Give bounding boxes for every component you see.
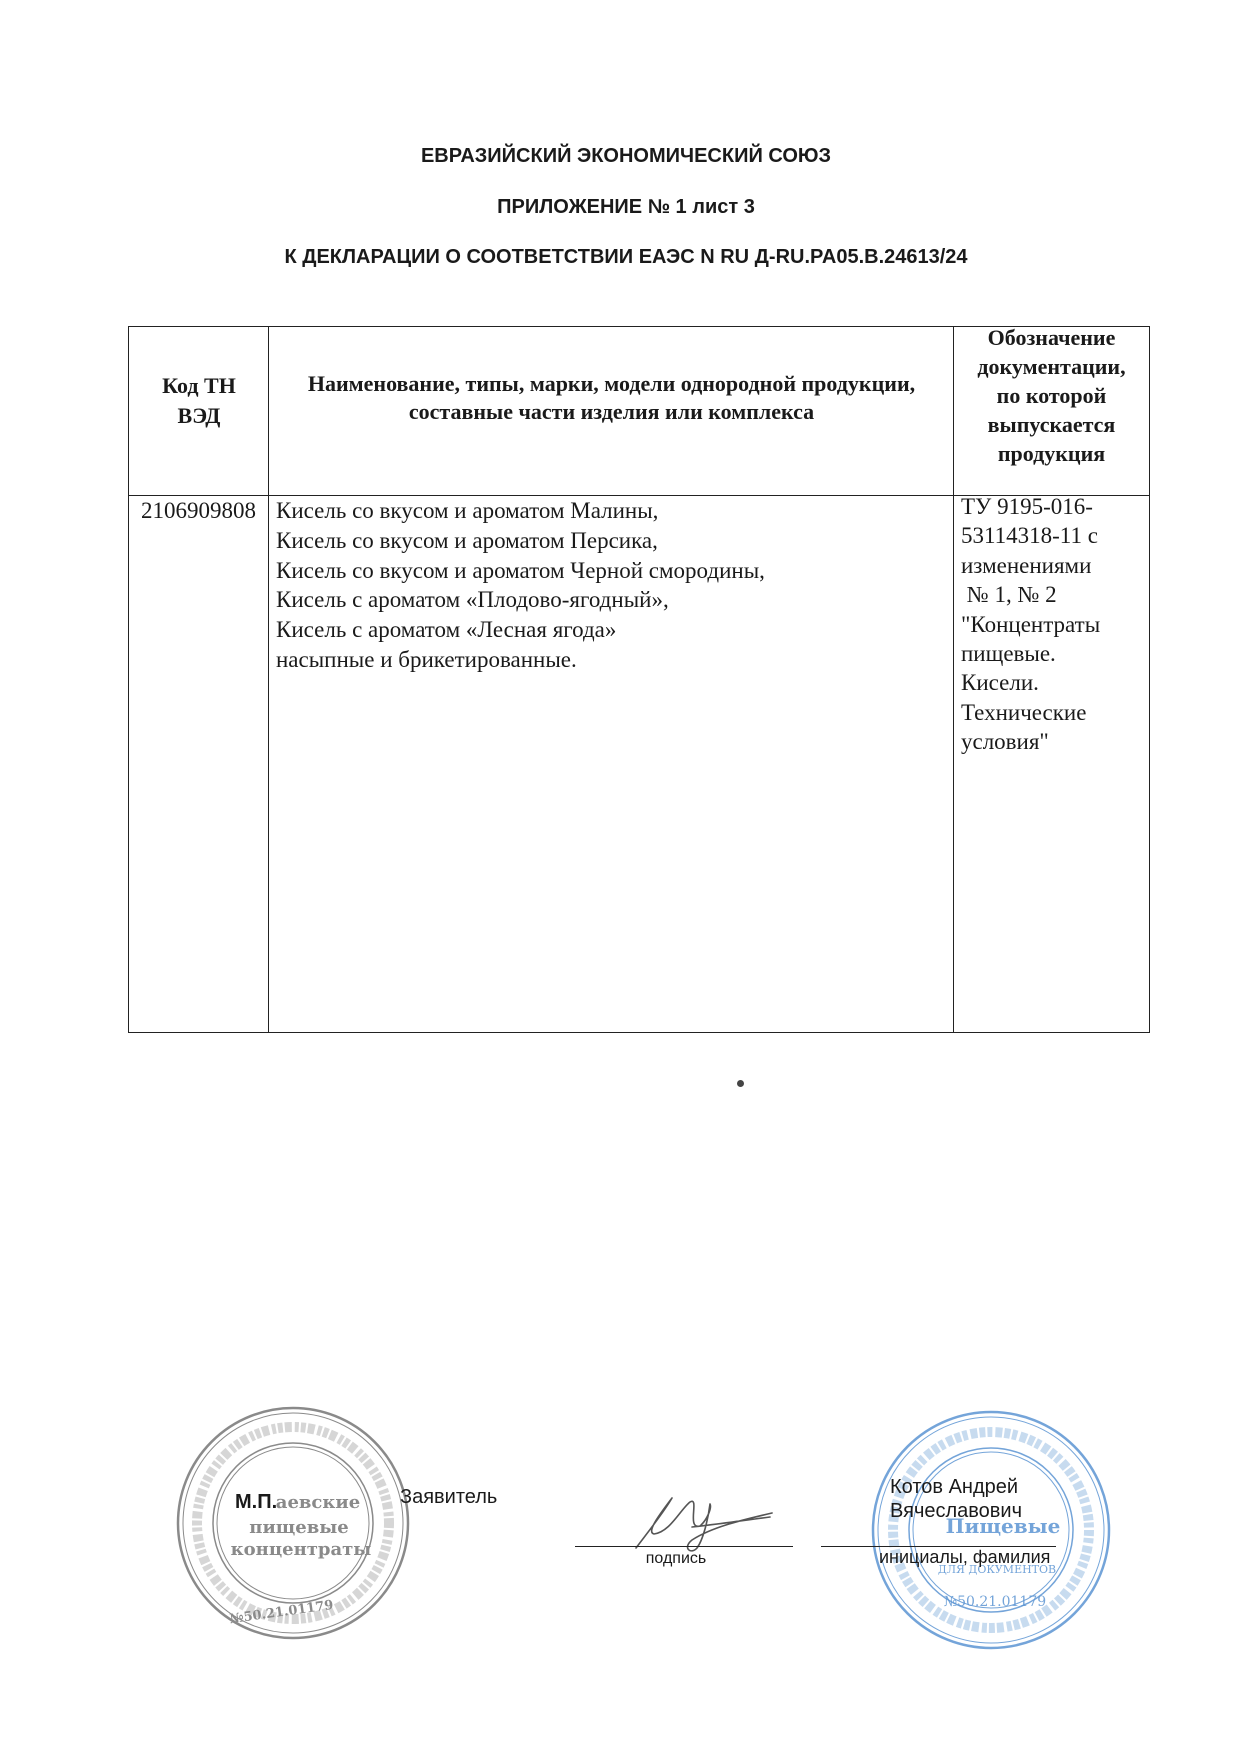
product-table [128,326,1150,1033]
union-title: ЕВРАЗИЙСКИЙ ЭКОНОМИЧЕСКИЙ СОЮЗ [420,145,832,167]
row-doc-line: "Концентраты [961,611,1101,637]
seal-label: М.П. [235,1491,278,1513]
appendix-title: ПРИЛОЖЕНИЕ № 1 лист 3 [497,196,755,218]
row-name-line: Кисель с ароматом «Лесная ягода» [276,617,617,643]
row-doc-line: Технические [961,699,1087,725]
right-seal-number: №50.21.01179 [943,1594,1047,1610]
header-name-line: Наименование, типы, марки, модели однородной продукции, [307,371,916,396]
header-doc [954,323,1149,468]
row-name-line: Кисель с ароматом «Плодово-ягодный», [276,587,669,613]
header-name-line: составные части изделия или комплекса [408,399,815,424]
row-name [276,496,765,675]
row-doc-line: 53114318-11 с [961,523,1098,549]
header-doc-line: по которой [996,383,1107,408]
right-seal-line: Пищевые [945,1514,1061,1538]
signer-name [890,1475,1022,1523]
applicant-label: Заявитель [400,1486,498,1508]
row-name-line: Кисель со вкусом и ароматом Черной смородины, [276,557,765,583]
row-doc [961,492,1100,757]
header-name [269,370,954,426]
signer-name-line: Котов Андрей [890,1476,1019,1498]
left-seal-line: концентраты [230,1539,372,1560]
header-code-line: Код ТН [162,373,236,398]
header-code [129,371,269,431]
row-name-line: Кисель со вкусом и ароматом Малины, [276,498,659,523]
header-doc-line: продукция [997,441,1106,466]
left-seal-line: аевские [275,1492,361,1513]
signature-icon [636,1498,772,1551]
left-seal-number: №50.21.01179 [228,1597,335,1628]
scan-speck [737,1080,744,1087]
declaration-title: К ДЕКЛАРАЦИИ О СООТВЕТСТВИИ ЕАЭС N RU Д-RU.PA05.B.24613/24 [284,246,968,268]
row-doc-line: условия" [961,729,1049,755]
row-doc-line: изменениями [961,552,1092,578]
signer-name-line: Вячеславович [890,1500,1023,1522]
row-doc-line: Кисели. [961,670,1039,696]
stamps-and-signature [0,1380,1240,1680]
row-name-line: насыпные и брикетированные. [276,646,577,672]
row-code: 2106909808 [141,498,256,523]
column-divider-1 [268,327,269,1032]
signature-line [575,1546,793,1547]
row-doc-line: ТУ 9195-016- [961,494,1093,519]
header-doc-line: документации, [977,354,1126,379]
row-doc-line: № 1, № 2 [961,582,1057,608]
header-doc-line: Обозначение [987,325,1116,350]
row-doc-line: пищевые. [961,641,1056,667]
right-seal-caption: ДЛЯ ДОКУМЕНТОВ [937,1563,1057,1576]
header-code-line: ВЭД [177,403,221,428]
header-doc-line: выпускается [987,412,1116,437]
signature-caption: подпись [645,1550,707,1567]
row-name-line: Кисель со вкусом и ароматом Персика, [276,527,658,553]
name-caption: инициалы, фамилия [879,1547,1051,1567]
left-seal-line: пищевые [249,1517,349,1538]
